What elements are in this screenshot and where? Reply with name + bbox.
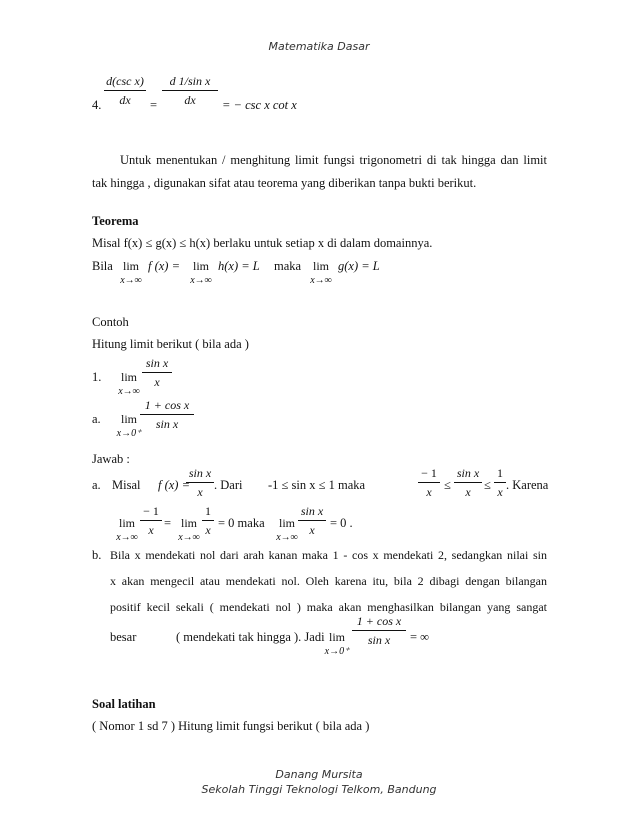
lim-expression (174, 516, 204, 543)
derivative-d: d (169, 74, 176, 88)
fraction-denominator: sin x (367, 633, 391, 647)
fraction-denominator: x (309, 523, 315, 537)
cos-over-sin-fraction (140, 398, 194, 432)
fraction-numerator: sin x (145, 356, 169, 370)
lim-text: lim (120, 370, 137, 384)
lim-text: lim (312, 259, 329, 273)
fraction-denominator: x (197, 485, 203, 499)
fraction-numerator: sin x (300, 504, 324, 518)
dari-label: . Dari (214, 478, 243, 492)
lim-subscript: x→∞ (310, 275, 332, 286)
sinx-over-x-fraction (454, 466, 482, 500)
sinx-over-x-fraction (186, 466, 214, 500)
lim-subscript: x→∞ (120, 275, 142, 286)
lim-expression (114, 370, 144, 397)
f-of-x: f (x) = (158, 478, 191, 492)
equals-infinity: = ∞ (410, 630, 430, 644)
fraction-numerator: 1 + cos x (356, 614, 402, 628)
lim-expression (112, 516, 142, 543)
derivative-reciprocal-fraction (162, 74, 218, 108)
lim-subscript: x→∞ (190, 275, 212, 286)
neg-one-over-x-fraction (140, 504, 162, 538)
footer-author: Danang Mursita (275, 768, 363, 781)
equals-sign: = (150, 98, 158, 112)
fraction-numerator: − 1 (143, 504, 159, 518)
footer-institution: Sekolah Tinggi Teknologi Telkom, Bandung (201, 783, 437, 796)
b-line-1: Bila x mendekati nol dari arah kanan maka 1 - cos x mendekati 2, sedangkan nilai sin (110, 548, 547, 562)
fraction-denominator: x (154, 375, 160, 389)
fraction-numerator: 1 (497, 466, 503, 480)
contoh-heading: Contoh (92, 315, 129, 329)
fraction-denominator: sin x (155, 417, 179, 431)
intro-line-2: tak hingga , digunakan sifat atau teorema yang diberikan tanpa bukti berikut. (92, 176, 477, 190)
lim-f (116, 259, 146, 286)
h-of-x: h(x) = L (218, 259, 260, 273)
formula-number: 4. (92, 98, 102, 112)
teorema-statement: Misal f(x) ≤ g(x) ≤ h(x) berlaku untuk setiap x di dalam domainnya. (92, 236, 433, 250)
reciprocal-sin: 1/sin x (178, 74, 211, 88)
formula-result: = − csc x cot x (222, 98, 297, 112)
lim-expression (320, 630, 354, 657)
fraction-denominator: dx (119, 93, 131, 107)
lim-h (186, 259, 216, 286)
bila-label: Bila (92, 259, 113, 273)
one-over-x-fraction (202, 504, 214, 538)
fraction-numerator: 1 (205, 504, 211, 518)
lim-text: lim (122, 259, 139, 273)
sin-inequality: -1 ≤ sin x ≤ 1 maka (268, 478, 366, 492)
fraction-denominator: x (465, 485, 471, 499)
item-letter: a. (92, 412, 101, 426)
contoh-instruction: Hitung limit berikut ( bila ada ) (92, 337, 249, 351)
item-number: 1. (92, 370, 102, 384)
lim-text: lim (180, 516, 197, 530)
soal-heading: Soal latihan (92, 697, 156, 711)
cos-over-sin-fraction (352, 614, 406, 648)
lim-subscript: x→0⁺ (116, 428, 142, 439)
sinx-over-x-fraction (298, 504, 326, 538)
g-of-x: g(x) = L (338, 259, 380, 273)
answer-letter: a. (92, 478, 101, 492)
fraction-numerator: − 1 (421, 466, 437, 480)
fraction-denominator: dx (184, 93, 196, 107)
lim-g (306, 259, 336, 286)
misal-label: Misal (112, 478, 141, 492)
fraction-denominator: x (205, 523, 211, 537)
fraction-numerator: 1 + cos x (144, 398, 190, 412)
b-line-2: x akan mengecil atau mendekati nol. Oleh karena itu, bila 2 dibagi dengan bilangan (110, 574, 547, 588)
teorema-heading: Teorema (92, 214, 139, 228)
fraction-numerator: d(csc x) (106, 74, 144, 88)
fraction-numerator: sin x (188, 466, 212, 480)
f-of-x: f (x) = (148, 259, 181, 273)
fraction-numerator (162, 74, 218, 90)
equals-zero: = 0 . (330, 516, 353, 530)
sinx-over-x-fraction (142, 356, 172, 390)
lim-subscript: x→∞ (276, 532, 298, 543)
maka-label: maka (274, 259, 302, 273)
answer-letter: b. (92, 548, 102, 562)
equals-sign: = (164, 516, 172, 530)
lim-subscript: x→0⁺ (324, 646, 350, 657)
b-line-3: positif kecil sekali ( mendekati nol ) maka akan menghasilkan bilangan yang sangat (110, 600, 547, 614)
soal-instruction: ( Nomor 1 sd 7 ) Hitung limit fungsi berikut ( bila ada ) (92, 719, 370, 733)
one-over-x-fraction (494, 466, 506, 500)
lim-text: lim (328, 630, 345, 644)
le-sign: ≤ (444, 478, 451, 492)
lim-subscript: x→∞ (118, 386, 140, 397)
zero-maka: = 0 maka (218, 516, 265, 530)
besar-word: besar (110, 630, 137, 644)
page-header: Matematika Dasar (268, 40, 370, 53)
fraction-numerator: sin x (456, 466, 480, 480)
lim-text: lim (120, 412, 137, 426)
intro-line-1: Untuk menentukan / menghitung limit fungsi trigonometri di tak hingga dan limit (120, 153, 547, 167)
lim-subscript: x→∞ (178, 532, 200, 543)
karena-label: . Karena (506, 478, 549, 492)
b-conclusion: ( mendekati tak hingga ). Jadi (176, 630, 325, 644)
fraction-denominator: x (497, 485, 503, 499)
lim-text: lim (278, 516, 295, 530)
derivative-csc-fraction (104, 74, 146, 108)
neg-one-over-x-fraction (418, 466, 440, 500)
le-sign: ≤ (484, 478, 491, 492)
jawab-label: Jawab : (92, 452, 130, 466)
fraction-denominator: x (426, 485, 432, 499)
fraction-denominator: x (148, 523, 154, 537)
lim-subscript: x→∞ (116, 532, 138, 543)
lim-text: lim (118, 516, 135, 530)
lim-text: lim (192, 259, 209, 273)
